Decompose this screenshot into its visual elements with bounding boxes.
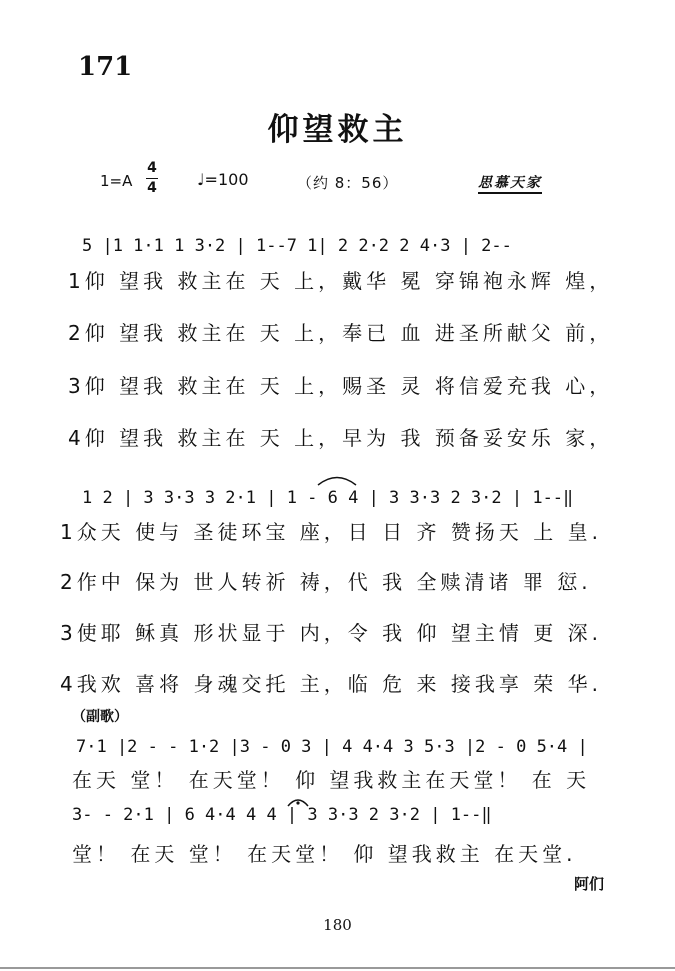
chorus-lyrics-2: 堂！ 在天 堂！ 在天堂！ 仰 望我救主 在天堂.	[72, 842, 577, 866]
tempo-marking: ♩=100	[197, 170, 249, 189]
fermata-dot	[296, 801, 299, 804]
approximate-duration: （约 8：56）	[297, 174, 399, 192]
notation-line-3: 7·1 |2 - - 1·2 |3 - 0 3 | 4 4·4 3 5·3 |2 - 0 5·4 |	[76, 737, 588, 757]
verse-1-part-a: 1仰 望我 救主在 天 上，戴华 冕 穿锦袍永辉 煌，	[68, 269, 614, 293]
chorus-label: （副歌）	[72, 709, 128, 725]
notation-line-2: 1 2 | 3 3·3 3 2·1 | 1 - 6 4 | 3 3·3 2 3·2 | 1--‖	[82, 488, 574, 508]
notation-line-4: 3- - 2·1 | 6 4·4 4 4 | 3 3·3 2 3·2 | 1--‖	[72, 805, 492, 825]
verse-2-part-a: 2仰 望我 救主在 天 上，奉已 血 进圣所献父 前，	[68, 321, 614, 345]
verse-1-part-b: 1众天 使与 圣徒环宝 座，日 日 齐 赞扬天 上 皇.	[60, 520, 602, 544]
hymn-number: 171	[78, 52, 133, 82]
chorus-lyrics-1: 在天 堂！ 在天堂！ 仰 望我救主在天堂！ 在 天	[72, 768, 591, 792]
verse-4-part-a: 4仰 望我 救主在 天 上，早为 我 预备妥安乐 家，	[68, 426, 614, 450]
verse-3-part-a: 3仰 望我 救主在 天 上，赐圣 灵 将信爱充我 心，	[68, 374, 614, 398]
slur-mark	[318, 478, 356, 486]
time-signature-bottom: 4	[147, 180, 157, 196]
page-number: 180	[323, 916, 352, 934]
notation-line-1: 5 |1 1·1 1 3·2 | 1--7 1| 2 2·2 2 4·3 | 2--	[82, 236, 512, 256]
key-signature: 1=A	[100, 172, 133, 190]
time-signature-top: 4	[147, 160, 157, 176]
amen-label: 阿们	[574, 875, 605, 893]
hymn-title: 仰望救主	[267, 112, 408, 148]
verse-2-part-b: 2作中 保为 世人转祈 祷，代 我 全赎清诸 罪 愆.	[60, 570, 592, 594]
tune-name: 思慕天家	[478, 172, 542, 194]
verse-3-part-b: 3使耶 稣真 形状显于 内，令 我 仰 望主情 更 深.	[60, 621, 602, 645]
verse-4-part-b: 4我欢 喜将 身魂交托 主，临 危 来 接我享 荣 华.	[60, 672, 602, 696]
